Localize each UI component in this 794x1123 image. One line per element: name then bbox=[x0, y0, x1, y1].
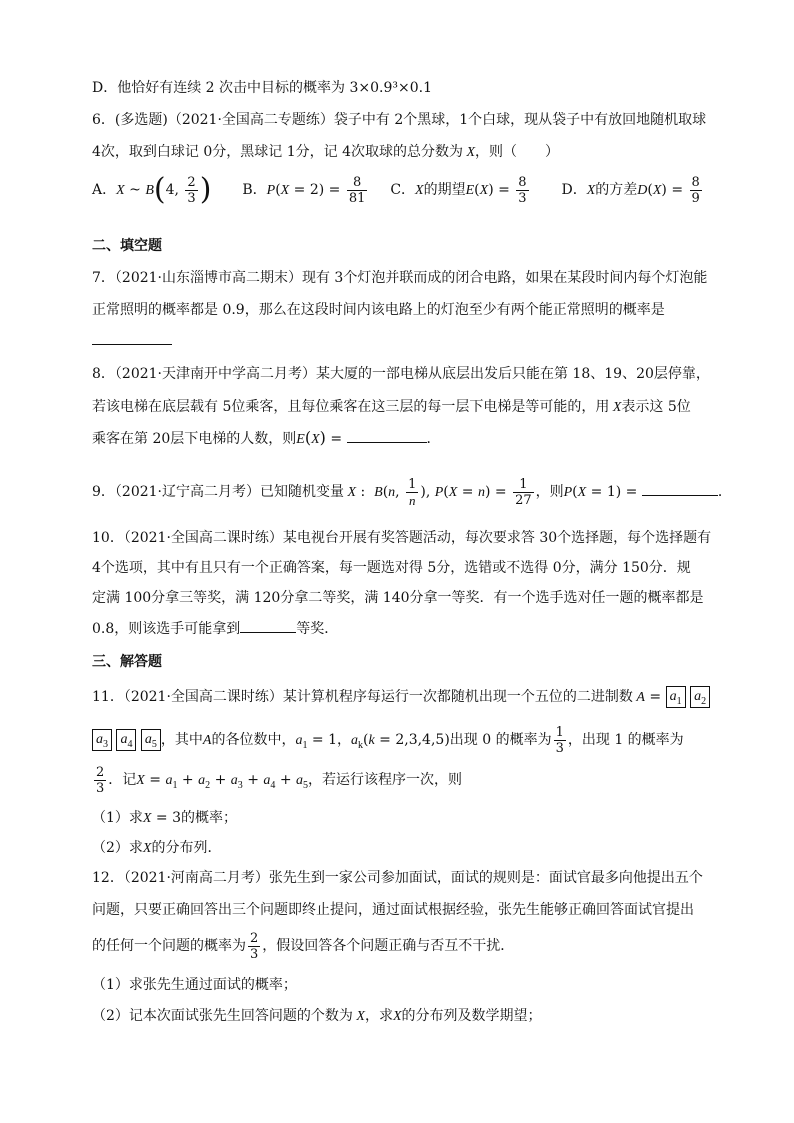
q7-line-1: 7．（2021·山东淄博市高二期末）现有 3个灯泡并联而成的闭合电路，如果在某段时间内每个灯泡能 bbox=[92, 270, 708, 286]
q12-sub-2: （2）记本次面试张先生回答问题的个数为 X，求X的分布列及数学期望； bbox=[92, 1008, 542, 1024]
q11-sub-1: （1）求X = 3的概率； bbox=[92, 810, 238, 826]
q7-line-2: 正常照明的概率都是 0.9，那么在这段时间内该电路上的灯泡至少有两个能正常照明的概率是 bbox=[92, 302, 665, 318]
q11-line-3: $\frac{2}{3}$ ．记$X = a_1 + a_2 + a_3 + a_4 + a_5$，若运行该程序一次，则 bbox=[96, 764, 463, 796]
q5-option-d: D．他恰好有连续 2 次击中目标的概率为 3×0.9³×0.1 bbox=[92, 80, 432, 96]
q10-line-1: 10．（2021·全国高二课时练）某电视台开展有奖答题活动，每次要求答 30个选择题，每个选择题有 bbox=[92, 530, 712, 546]
q6-option-d: D．X的方差D(X) = $\frac{8}{9}$ bbox=[561, 174, 700, 206]
q8-line-2: 若该电梯在底层载有 5位乘客，且每位乘客在这三层的每一层下电梯是等可能的，用 X表示这 5位 bbox=[92, 399, 691, 415]
q12-line-2: 问题，只要正确回答出三个问题即终止提问，通过面试根据经验，张先生能够正确回答面试官提出 bbox=[92, 902, 694, 918]
q12-sub-1: （1）求张先生通过面试的概率； bbox=[92, 977, 297, 993]
q9-line: 9．（2021·辽宁高二月考）已知随机变量 X : B(n, $\frac{1}{n}$ ), P(X = n) = $\frac{1}{27}$ ，则P(X = 1) = ． bbox=[92, 476, 732, 508]
q8-line-3: 乘客在第 20层下电梯的人数，则E(X) = ． bbox=[92, 428, 441, 447]
q11-line-1: 11．（2021·全国高二课时练）某计算机程序每运行一次都随机出现一个五位的二进制数 $A = a_1$ $a_2$ bbox=[92, 686, 710, 708]
q6-line-1: 6．(多选题)（2021·全国高二专题练）袋子中有 2个黑球，1个白球，现从袋子中有放回地随机取球 bbox=[92, 112, 707, 128]
section-fill-in-heading: 二、填空题 bbox=[92, 238, 162, 254]
q7-answer-blank bbox=[92, 330, 172, 351]
q8-line-1: 8．（2021·天津南开中学高二月考）某大厦的一部电梯从底层出发后只能在第 18、19、20层停靠， bbox=[92, 366, 710, 382]
section-answer-heading: 三、解答题 bbox=[92, 654, 162, 670]
q11-line-2: $a_3$ $a_4$ $a_5$ ，其中A的各位数中，$a_1 = 1$，$a_k(k = 2,3,4,5)$出现 0 的概率为 $\frac{1}{3}$ ，出现 1 的概率为 bbox=[92, 722, 684, 764]
q10-line-4: 0.8，则该选手可能拿到 等奖． bbox=[92, 618, 338, 639]
q12-line-3: 的任何一个问题的概率为 $\frac{2}{3}$ ，假设回答各个问题正确与否互不干扰． bbox=[92, 930, 515, 962]
q6-options bbox=[92, 170, 704, 211]
q6-line-2: 4次，取到白球记 0分，黑球记 1分，记 4次取球的总分数为 X，则（ ） bbox=[92, 144, 560, 160]
q10-line-3: 定满 100分拿三等奖，满 120分拿二等奖，满 140分拿一等奖．有一个选手选对任一题的概率都是 bbox=[92, 590, 704, 606]
q11-sub-2: （2）求X的分布列． bbox=[92, 840, 222, 856]
q6-option-a: A．X ~ B(4, $\frac{2}{3}$ ) bbox=[92, 172, 212, 207]
q6-option-b: B．P(X = 2) = $\frac{8}{81}$ bbox=[242, 174, 366, 206]
q12-line-1: 12．（2021·河南高二月考）张先生到一家公司参加面试，面试的规则是：面试官最多向他提出五个 bbox=[92, 870, 703, 886]
q10-line-2: 4个选项，其中有且只有一个正确答案，每一题选对得 5分，选错或不选得 0分，满分 150分．规 bbox=[92, 560, 691, 576]
q6-option-c: C．X的期望E(X) = $\frac{8}{3}$ bbox=[390, 174, 527, 206]
